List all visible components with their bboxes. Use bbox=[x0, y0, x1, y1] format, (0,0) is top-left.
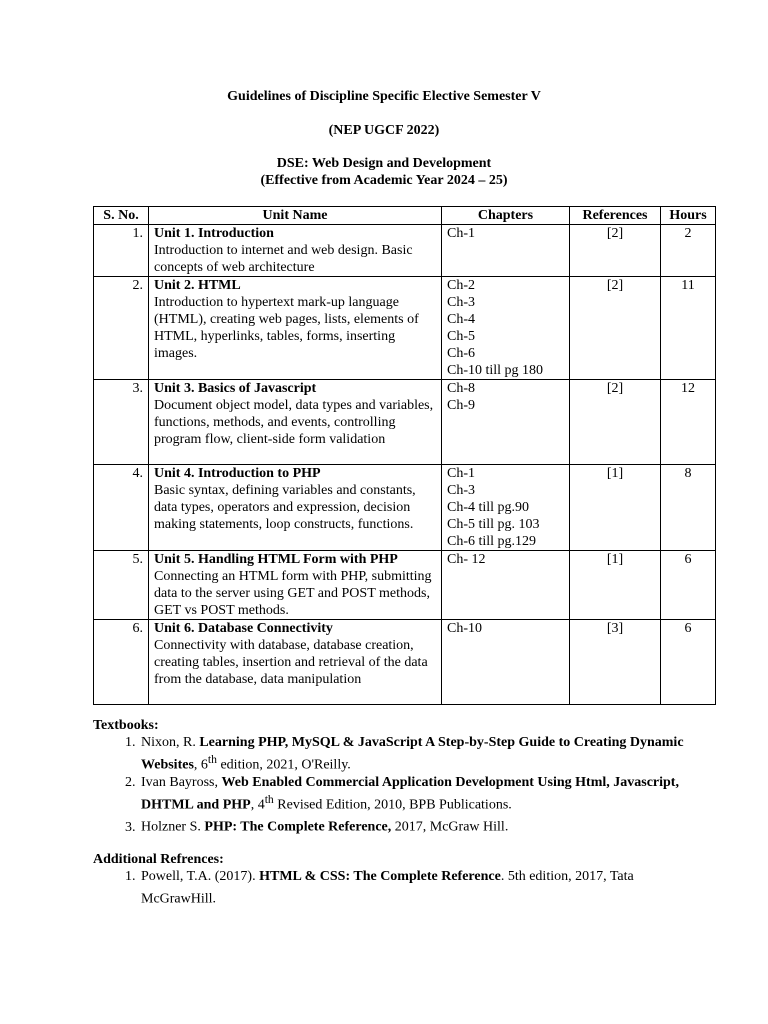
row-hours: 11 bbox=[661, 277, 716, 380]
chapter-item: Ch-1 bbox=[447, 226, 475, 241]
chapter-item: Ch-10 till pg 180 bbox=[447, 363, 544, 378]
chapter-item: Ch-4 bbox=[447, 312, 475, 327]
row-hours: 2 bbox=[661, 225, 716, 277]
reference-item bbox=[139, 813, 693, 836]
row-unit-name bbox=[149, 465, 442, 551]
syllabus-table-body bbox=[94, 225, 716, 705]
table-row bbox=[94, 380, 716, 465]
table-row bbox=[94, 551, 716, 620]
row-sno: 2. bbox=[94, 277, 149, 380]
chapter-item: Ch-4 till pg.90 bbox=[447, 500, 530, 515]
reference-author: Holzner S. bbox=[141, 819, 205, 835]
row-references: [3] bbox=[570, 620, 661, 705]
reference-publisher: . bbox=[504, 819, 509, 835]
reference-details: , 4 bbox=[250, 797, 265, 813]
row-sno: 5. bbox=[94, 551, 149, 620]
row-chapters bbox=[442, 380, 570, 465]
chapter-item: Ch-5 till pg. 103 bbox=[447, 517, 540, 532]
reference-title: PHP: The Complete Reference, bbox=[204, 819, 392, 835]
reference-author: Nixon, R. bbox=[141, 735, 200, 750]
row-chapters bbox=[442, 225, 570, 277]
column-header-references: References bbox=[570, 207, 661, 225]
textbooks-heading: Textbooks: bbox=[93, 718, 159, 733]
row-sno: 1. bbox=[94, 225, 149, 277]
doc-subtitle: (NEP UGCF 2022) bbox=[328, 123, 440, 138]
row-unit-name bbox=[149, 380, 442, 465]
table-header-row bbox=[94, 207, 716, 225]
row-sno: 6. bbox=[94, 620, 149, 705]
unit-description: Connectivity with database, database creation, creating tables, insertion and retrieval of the data from the database, data manipulation bbox=[154, 638, 428, 687]
row-references: [1] bbox=[570, 551, 661, 620]
reference-author: Ivan Bayross, bbox=[141, 774, 222, 790]
row-hours: 8 bbox=[661, 465, 716, 551]
row-sno: 4. bbox=[94, 465, 149, 551]
chapter-item: Ch-6 bbox=[447, 346, 475, 361]
chapter-item: Ch-5 bbox=[447, 329, 475, 344]
syllabus-table bbox=[93, 206, 716, 705]
chapter-item: Ch-3 bbox=[447, 295, 475, 310]
chapter-item: Ch-8 bbox=[447, 381, 475, 396]
unit-description: Introduction to internet and web design. Basic concepts of web architecture bbox=[154, 243, 413, 275]
textbooks-section bbox=[93, 717, 693, 836]
unit-description: Document object model, data types and variables, functions, methods, and events, controlling program flow, client-side form validation bbox=[154, 398, 434, 447]
unit-title: Unit 1. Introduction bbox=[154, 226, 274, 241]
row-chapters bbox=[442, 465, 570, 551]
reference-title: Web Enabled Commercial Application Development Using Html, Javascript, DHTML and PHP bbox=[141, 774, 679, 813]
row-chapters bbox=[442, 277, 570, 380]
course-title: DSE: Web Design and Development bbox=[276, 156, 492, 171]
row-unit-name bbox=[149, 277, 442, 380]
additional-references-list bbox=[93, 868, 693, 908]
doc-title: Guidelines of Discipline Specific Elective Semester V bbox=[227, 89, 541, 104]
table-row bbox=[94, 277, 716, 380]
unit-description: Basic syntax, defining variables and constants, data types, operators and expression, decision making statements, loop constructs, functions. bbox=[154, 483, 416, 532]
row-chapters bbox=[442, 620, 570, 705]
unit-description: Introduction to hypertext mark-up language (HTML), creating web pages, lists, elements of HTML, hyperlinks, tables, forms, inserting images. bbox=[154, 295, 419, 361]
unit-description: Connecting an HTML form with PHP, submitting data to the server using GET and POST methods, GET vs POST methods. bbox=[154, 569, 432, 618]
row-unit-name bbox=[149, 551, 442, 620]
chapter-item: Ch- 12 bbox=[447, 552, 486, 567]
reference-title: Learning PHP, MySQL & JavaScript A Step-by-Step Guide to Creating Dynamic Websites bbox=[141, 735, 684, 773]
table-row bbox=[94, 225, 716, 277]
reference-publisher: edition, 2021, O'Reilly. bbox=[216, 757, 351, 773]
row-references: [2] bbox=[570, 225, 661, 277]
reference-item bbox=[139, 774, 693, 814]
additional-references-section bbox=[93, 851, 693, 908]
row-hours: 6 bbox=[661, 620, 716, 705]
reference-item bbox=[139, 734, 693, 774]
unit-title: Unit 5. Handling HTML Form with PHP bbox=[154, 552, 398, 567]
reference-superscript: th bbox=[264, 792, 274, 806]
unit-title: Unit 2. HTML bbox=[154, 278, 241, 293]
row-unit-name bbox=[149, 620, 442, 705]
unit-title: Unit 3. Basics of Javascript bbox=[154, 381, 317, 396]
additional-references-heading: Additional Refrences: bbox=[93, 852, 224, 867]
reference-details: , 6 bbox=[193, 757, 208, 773]
effective-year: (Effective from Academic Year 2024 – 25) bbox=[260, 173, 508, 188]
unit-title: Unit 6. Database Connectivity bbox=[154, 621, 333, 636]
reference-item bbox=[139, 868, 693, 908]
column-header-sno: S. No. bbox=[94, 207, 149, 225]
column-header-chapters: Chapters bbox=[442, 207, 570, 225]
unit-title: Unit 4. Introduction to PHP bbox=[154, 466, 321, 481]
row-references: [2] bbox=[570, 277, 661, 380]
chapter-item: Ch-9 bbox=[447, 398, 475, 413]
table-row bbox=[94, 620, 716, 705]
row-unit-name bbox=[149, 225, 442, 277]
reference-publisher: Revised Edition, 2010, BPB Publications. bbox=[273, 797, 512, 813]
row-hours: 12 bbox=[661, 380, 716, 465]
row-chapters bbox=[442, 551, 570, 620]
table-row bbox=[94, 465, 716, 551]
column-header-unit-name: Unit Name bbox=[149, 207, 442, 225]
reference-superscript: th bbox=[207, 753, 217, 766]
row-references: [1] bbox=[570, 465, 661, 551]
reference-author: Powell, T.A. (2017). bbox=[141, 869, 260, 884]
chapter-item: Ch-10 bbox=[447, 621, 482, 636]
row-references: [2] bbox=[570, 380, 661, 465]
column-header-hours: Hours bbox=[661, 207, 716, 225]
textbooks-list bbox=[93, 734, 693, 836]
chapter-item: Ch-2 bbox=[447, 278, 475, 293]
row-sno: 3. bbox=[94, 380, 149, 465]
chapter-item: Ch-1 bbox=[447, 466, 475, 481]
reference-title: HTML & CSS: The Complete Reference bbox=[259, 869, 501, 884]
chapter-item: Ch-3 bbox=[447, 483, 475, 498]
reference-details: . 5th edition, 2017, Tata McGrawHill. bbox=[141, 869, 634, 907]
chapter-item: Ch-6 till pg.129 bbox=[447, 534, 537, 549]
reference-details: 2017, McGraw Hill bbox=[391, 819, 505, 835]
row-hours: 6 bbox=[661, 551, 716, 620]
